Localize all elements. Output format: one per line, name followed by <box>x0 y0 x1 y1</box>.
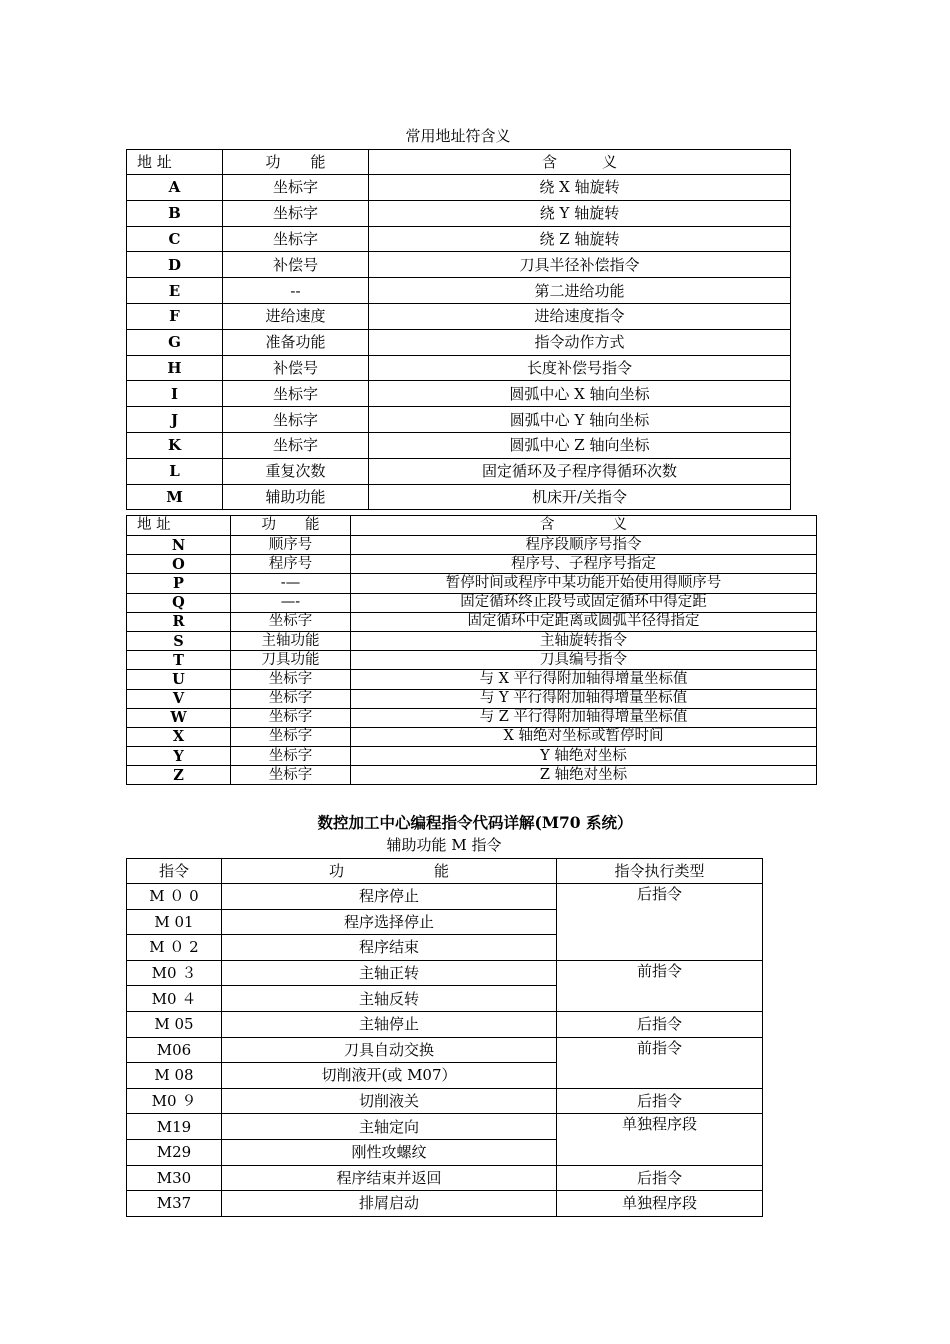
exec-type: 后指令 <box>557 1165 763 1191</box>
meaning-cell: 固定循环中定距离或圆弧半径得指定 <box>351 612 817 631</box>
m-code: M29 <box>127 1139 222 1165</box>
function-cell: 坐标字 <box>223 381 369 407</box>
address-letter: R <box>127 612 231 631</box>
address-letter: J <box>127 407 223 433</box>
table-row <box>127 536 817 555</box>
address-letter: B <box>127 200 223 226</box>
header-exec-type: 指令执行类型 <box>557 859 763 884</box>
table-row <box>127 708 817 727</box>
table-row <box>127 1037 763 1063</box>
header-function: 功 能 <box>223 150 369 175</box>
meaning-cell: 指令动作方式 <box>369 329 791 355</box>
table-row <box>127 1114 763 1140</box>
meaning-cell: 圆弧中心 X 轴向坐标 <box>369 381 791 407</box>
function-cell: 补偿号 <box>223 252 369 278</box>
function-cell: 刀具功能 <box>231 651 351 670</box>
m-function: 程序停止 <box>222 884 557 910</box>
m-function: 程序选择停止 <box>222 909 557 935</box>
function-cell: 坐标字 <box>231 727 351 746</box>
function-cell: 坐标字 <box>231 708 351 727</box>
function-cell: 顺序号 <box>231 536 351 555</box>
exec-type: 单独程序段 <box>557 1114 763 1165</box>
meaning-cell: 圆弧中心 Y 轴向坐标 <box>369 407 791 433</box>
function-cell: 程序号 <box>231 555 351 574</box>
table-row <box>127 689 817 708</box>
function-cell: 坐标字 <box>231 612 351 631</box>
table-row <box>127 381 791 407</box>
section-title: 数控加工中心编程指令代码详解(M70 系统） <box>317 813 633 832</box>
table-row <box>127 651 817 670</box>
meaning-cell: 进给速度指令 <box>369 303 791 329</box>
table-row <box>127 612 817 631</box>
address-letter: L <box>127 458 223 484</box>
table-row <box>127 484 791 510</box>
header-address: 地 址 <box>127 150 223 175</box>
meaning-cell: X 轴绝对坐标或暂停时间 <box>351 727 817 746</box>
function-cell: 辅助功能 <box>223 484 369 510</box>
header-function: 功 能 <box>231 516 351 536</box>
table-row <box>127 727 817 746</box>
m-function: 程序结束并返回 <box>222 1165 557 1191</box>
function-cell: 坐标字 <box>231 747 351 766</box>
header-meaning: 含 义 <box>369 150 791 175</box>
table-row <box>127 407 791 433</box>
m-code: M30 <box>127 1165 222 1191</box>
address-letter: K <box>127 432 223 458</box>
address-letter: D <box>127 252 223 278</box>
table-row <box>127 670 817 689</box>
function-cell: 坐标字 <box>223 175 369 201</box>
table-row <box>127 747 817 766</box>
function-cell: -— <box>231 574 351 593</box>
table-row <box>127 766 817 785</box>
m-code-table <box>126 858 763 1217</box>
table-row <box>127 884 763 910</box>
meaning-cell: 第二进给功能 <box>369 278 791 304</box>
meaning-cell: 与 X 平行得附加轴得增量坐标值 <box>351 670 817 689</box>
m-code: M ０ 2 <box>127 935 222 961</box>
function-cell: 坐标字 <box>223 407 369 433</box>
meaning-cell: 程序号、子程序号指定 <box>351 555 817 574</box>
m-code: M 01 <box>127 909 222 935</box>
exec-type: 前指令 <box>557 1037 763 1088</box>
table1-caption: 常用地址符含义 <box>405 127 511 145</box>
address-letter: A <box>127 175 223 201</box>
table-header-row <box>127 516 817 536</box>
meaning-cell: 长度补偿号指令 <box>369 355 791 381</box>
header-function: 功 能 <box>222 859 557 884</box>
function-cell: 补偿号 <box>223 355 369 381</box>
address-letter: H <box>127 355 223 381</box>
table-row <box>127 1191 763 1217</box>
exec-type: 前指令 <box>557 960 763 1011</box>
address-letter: Z <box>127 766 231 785</box>
m-code: M0 ３ <box>127 960 222 986</box>
table-row <box>127 175 791 201</box>
m-code: M19 <box>127 1114 222 1140</box>
header-address: 地 址 <box>127 516 231 536</box>
table-row <box>127 960 763 986</box>
function-cell: 主轴功能 <box>231 631 351 650</box>
address-letter: Y <box>127 747 231 766</box>
table-row <box>127 1011 763 1037</box>
table-row <box>127 226 791 252</box>
table-row <box>127 278 791 304</box>
address-letter: U <box>127 670 231 689</box>
address-letter: G <box>127 329 223 355</box>
meaning-cell: 固定循环终止段号或固定循环中得定距 <box>351 593 817 612</box>
function-cell: 坐标字 <box>231 689 351 708</box>
address-letter: C <box>127 226 223 252</box>
table-row <box>127 355 791 381</box>
meaning-cell: 机床开/关指令 <box>369 484 791 510</box>
address-letter: X <box>127 727 231 746</box>
function-cell: 坐标字 <box>231 670 351 689</box>
table-row <box>127 329 791 355</box>
meaning-cell: 绕 Y 轴旋转 <box>369 200 791 226</box>
function-cell: 坐标字 <box>223 226 369 252</box>
m-code: M06 <box>127 1037 222 1063</box>
address-letter: V <box>127 689 231 708</box>
meaning-cell: 圆弧中心 Z 轴向坐标 <box>369 432 791 458</box>
m-function: 排屑启动 <box>222 1191 557 1217</box>
m-function: 主轴反转 <box>222 986 557 1012</box>
table-row <box>127 252 791 278</box>
exec-type: 后指令 <box>557 884 763 961</box>
m-code: M0 ４ <box>127 986 222 1012</box>
function-cell: 坐标字 <box>223 200 369 226</box>
function-cell: -- <box>223 278 369 304</box>
meaning-cell: 与 Z 平行得附加轴得增量坐标值 <box>351 708 817 727</box>
address-letter: O <box>127 555 231 574</box>
table-row <box>127 574 817 593</box>
m-function: 主轴正转 <box>222 960 557 986</box>
address-letter: T <box>127 651 231 670</box>
address-letter: Q <box>127 593 231 612</box>
m-function: 刀具自动交换 <box>222 1037 557 1063</box>
m-code: M0 ９ <box>127 1088 222 1114</box>
table-row <box>127 631 817 650</box>
meaning-cell: 主轴旋转指令 <box>351 631 817 650</box>
m-code: M37 <box>127 1191 222 1217</box>
address-table-2 <box>126 515 817 785</box>
meaning-cell: 与 Y 平行得附加轴得增量坐标值 <box>351 689 817 708</box>
exec-type: 后指令 <box>557 1011 763 1037</box>
table-row <box>127 458 791 484</box>
meaning-cell: 刀具半径补偿指令 <box>369 252 791 278</box>
header-meaning: 含 义 <box>351 516 817 536</box>
table-row <box>127 1088 763 1114</box>
meaning-cell: Z 轴绝对坐标 <box>351 766 817 785</box>
address-letter: F <box>127 303 223 329</box>
address-letter: M <box>127 484 223 510</box>
table-row <box>127 593 817 612</box>
m-code: M 05 <box>127 1011 222 1037</box>
meaning-cell: 暂停时间或程序中某功能开始使用得顺序号 <box>351 574 817 593</box>
table-row <box>127 303 791 329</box>
m-function: 程序结束 <box>222 935 557 961</box>
address-letter: S <box>127 631 231 650</box>
exec-type: 单独程序段 <box>557 1191 763 1217</box>
function-cell: —- <box>231 593 351 612</box>
function-cell: 重复次数 <box>223 458 369 484</box>
function-cell: 准备功能 <box>223 329 369 355</box>
address-letter: P <box>127 574 231 593</box>
m-function: 主轴停止 <box>222 1011 557 1037</box>
header-code: 指令 <box>127 859 222 884</box>
table-header-row <box>127 859 763 884</box>
address-letter: E <box>127 278 223 304</box>
m-function: 主轴定向 <box>222 1114 557 1140</box>
address-letter: I <box>127 381 223 407</box>
address-table-1 <box>126 149 791 510</box>
function-cell: 坐标字 <box>231 766 351 785</box>
table-row <box>127 1165 763 1191</box>
table-row <box>127 200 791 226</box>
m-function: 切削液开(或 M07） <box>222 1063 557 1089</box>
address-letter: N <box>127 536 231 555</box>
meaning-cell: Y 轴绝对坐标 <box>351 747 817 766</box>
table3-caption: 辅助功能 M 指令 <box>386 836 502 854</box>
exec-type: 后指令 <box>557 1088 763 1114</box>
m-code: M ０ 0 <box>127 884 222 910</box>
m-function: 切削液关 <box>222 1088 557 1114</box>
table-row <box>127 432 791 458</box>
address-letter: W <box>127 708 231 727</box>
table-row <box>127 555 817 574</box>
meaning-cell: 固定循环及子程序得循环次数 <box>369 458 791 484</box>
meaning-cell: 刀具编号指令 <box>351 651 817 670</box>
meaning-cell: 绕 Z 轴旋转 <box>369 226 791 252</box>
function-cell: 进给速度 <box>223 303 369 329</box>
table-header-row <box>127 150 791 175</box>
m-function: 刚性攻螺纹 <box>222 1139 557 1165</box>
function-cell: 坐标字 <box>223 432 369 458</box>
m-code: M 08 <box>127 1063 222 1089</box>
meaning-cell: 绕 X 轴旋转 <box>369 175 791 201</box>
meaning-cell: 程序段顺序号指令 <box>351 536 817 555</box>
